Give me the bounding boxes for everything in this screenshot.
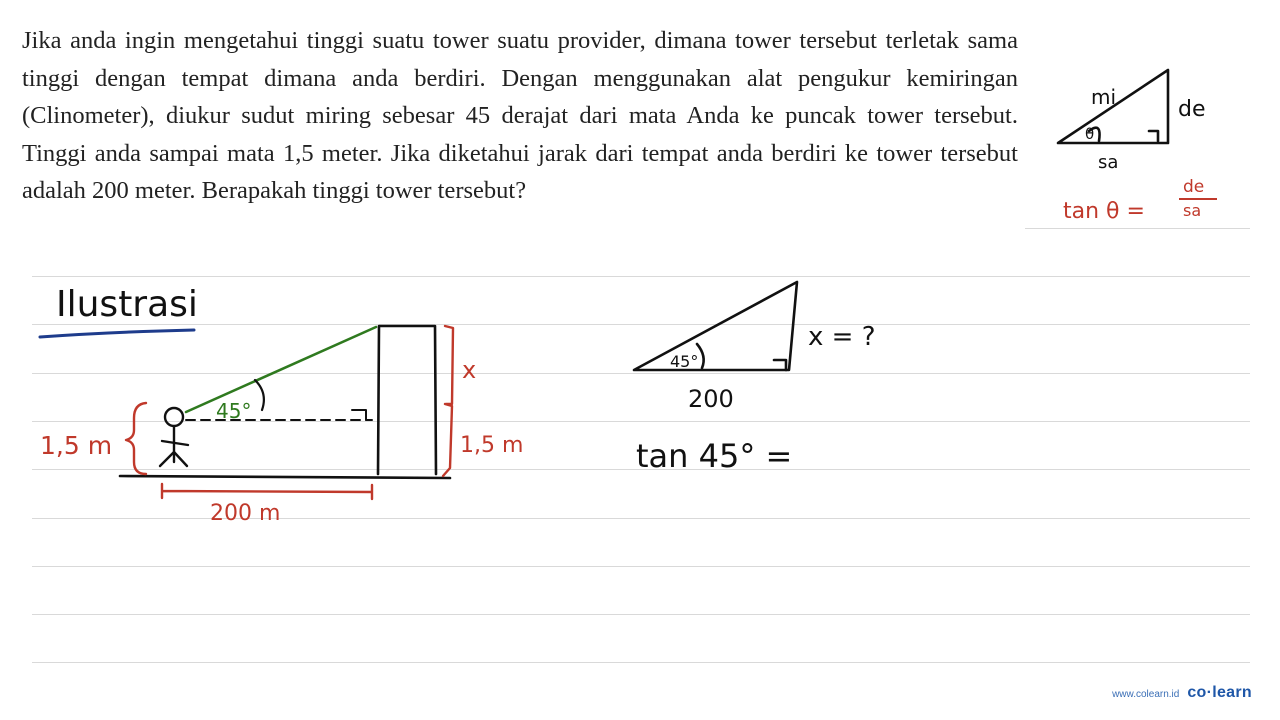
ref-hyp-label: mi — [1091, 85, 1117, 109]
title-underline — [40, 330, 194, 337]
ref-formula-num: de — [1183, 177, 1205, 197]
solution-angle-label: 45° — [670, 352, 699, 371]
solution-triangle — [634, 282, 797, 370]
footer-brand — [1112, 684, 1252, 702]
illustration-angle-label: 45° — [216, 399, 252, 423]
illustration-height-label: 1,5 m — [40, 431, 113, 460]
colearn-logo: co·learn — [1187, 684, 1252, 701]
illustration-title: Ilustrasi — [56, 284, 198, 325]
solution-base-label: 200 — [688, 385, 734, 413]
solution-equation: tan 45° = — [636, 437, 793, 475]
problem-text: Jika anda ingin mengetahui tinggi suatu tower suatu provider, dimana tower tersebut terletak sama tinggi dengan tempat dimana anda berdiri. Dengan menggunakan alat pengukur kemiringan (Clinometer), diukur sudut miring sebesar 45 derajat dari mata Anda ke puncak tower tersebut. Tinggi anda sampai mata 1,5 meter. Jika diketahui jarak dari tempat anda berdiri ke tower tersebut adalah 200 meter. Berapakah tinggi tower tersebut? — [22, 27, 1018, 204]
ref-formula-den: sa — [1183, 201, 1202, 220]
solution-x-equation: x = ? — [808, 322, 876, 352]
ref-angle-label: θ — [1085, 125, 1095, 143]
footer-url[interactable]: www.colearn.id — [1112, 689, 1180, 700]
ref-formula-left: tan θ = — [1063, 199, 1145, 224]
ref-opp-label: de — [1178, 97, 1206, 122]
illustration-x-label: x — [462, 356, 477, 384]
illustration-distance-label: 200 m — [210, 501, 281, 526]
illustration-tower-height-label: 1,5 m — [460, 433, 524, 458]
ref-adj-label: sa — [1098, 152, 1119, 173]
illustration-drawing — [120, 326, 453, 499]
